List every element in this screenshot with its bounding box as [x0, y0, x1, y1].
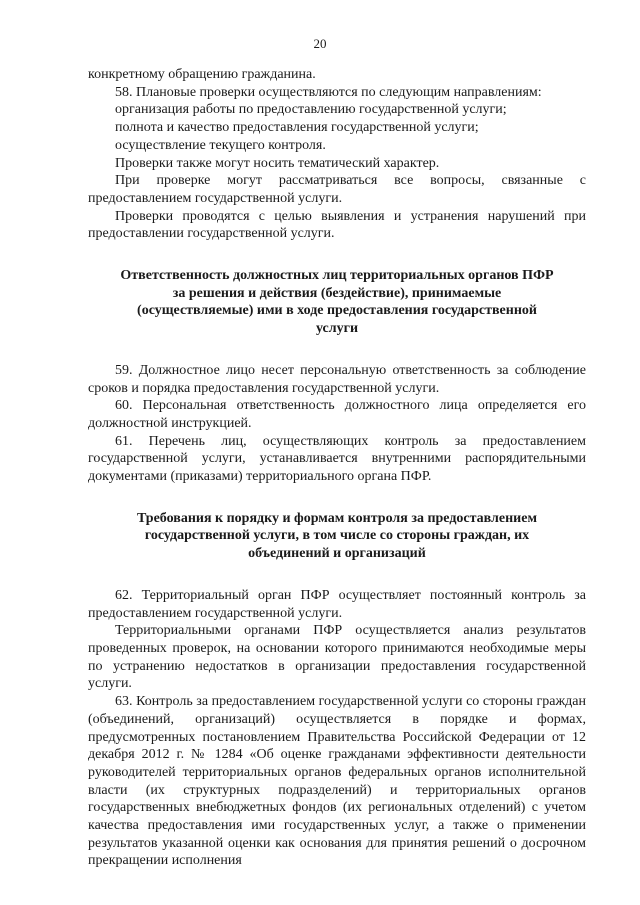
- paragraph-62: 62. Территориальный орган ПФР осуществляет постоянный контроль за предоставлением государственной услуги.: [88, 587, 586, 621]
- paragraph-59: 59. Должностное лицо несет персональную ответственность за соблюдение сроков и порядка предоставления государственной услуги.: [88, 362, 586, 396]
- section-heading-responsibility: Ответственность должностных лиц территориальных органов ПФР за решения и действия (бездействие), принимаемые (осуществляемые) ими в ходе предоставления государственной услуги: [120, 268, 554, 337]
- paragraph-58-item-2: полнота и качество предоставления государственной услуги;: [115, 120, 479, 136]
- paragraph-58-item-1: организация работы по предоставлению государственной услуги;: [115, 102, 507, 118]
- section-heading-control-requirements: Требования к порядку и формам контроля за предоставлением государственной услуги, в том числе со стороны граждан, их объединений и организаций: [137, 510, 537, 562]
- paragraph-58-intro: 58. Плановые проверки осуществляются по следующим направлениям:: [115, 84, 542, 100]
- page-number: 20: [313, 36, 327, 51]
- paragraph-61: 61. Перечень лиц, осуществляющих контроль за предоставлением государственной услуги, устанавливается внутренними распорядительными документами (приказами) территориального органа ПФР.: [88, 433, 586, 485]
- paragraph-63: 63. Контроль за предоставлением государственной услуги со стороны граждан (объединений, организаций) осуществляется в порядке и формах, предусмотренных постановлением Правительства Российской Федерации от 12 декабря 2012 г. № 1284 «Об оценке гражданами эффективности деятельности руководителей территориальных органов федеральных органов исполнительной власти (их структурных подразделений) и территориальных органов государственных внебюджетных фондов (их региональных отделений) с учетом качества предоставления ими государственных услуг, а также о применении результатов указанной оценки как основания для принятия решений о досрочном прекращении исполнения: [88, 694, 586, 869]
- paragraph-58-item-3: осуществление текущего контроля.: [115, 137, 326, 153]
- paragraph-58-thematic: Проверки также могут носить тематический характер.: [115, 155, 440, 171]
- paragraph-58-questions: При проверке могут рассматриваться все вопросы, связанные с предоставлением государственной услуги.: [88, 173, 586, 206]
- paragraph-62-analysis: Территориальными органами ПФР осуществляется анализ результатов проведенных проверок, на основании которого принимаются необходимые меры по устранению недостатков в организации предоставления государственной услуги.: [88, 623, 586, 692]
- document-body: [88, 66, 586, 870]
- paragraph-60: 60. Персональная ответственность должностного лица определяется его должностной инструкцией.: [88, 398, 586, 431]
- paragraph-58-purpose: Проверки проводятся с целью выявления и устранения нарушений при предоставлении государственной услуги.: [88, 208, 586, 242]
- paragraph-continuation: конкретному обращению гражданина.: [88, 67, 316, 82]
